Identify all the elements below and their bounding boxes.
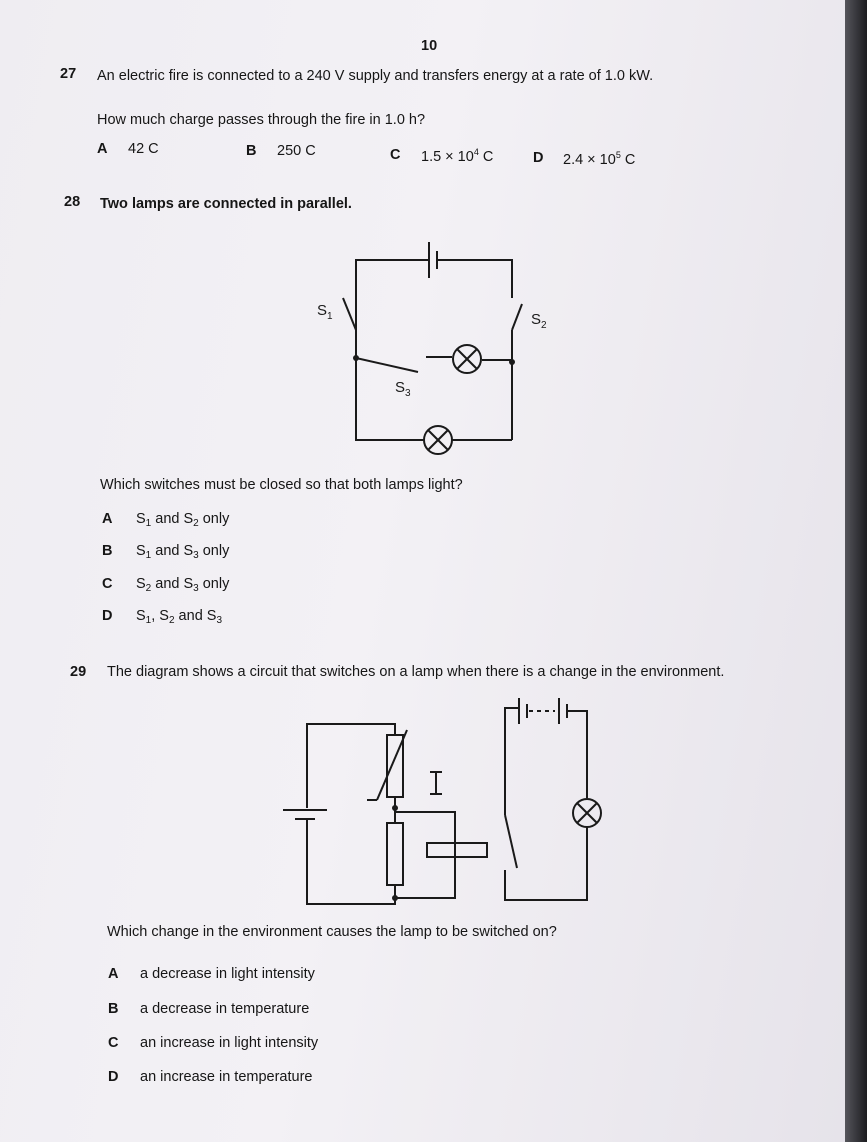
q27-option-d-text[interactable]: $2.4 \times 10^5$ C [563,150,636,168]
q29-number: 29 [70,664,87,680]
q27-option-b-letter[interactable]: B [246,143,257,159]
s1-label: $S_1$ [317,302,333,322]
q29-question: Which change in the environment causes the lamp to be switched on? [107,924,557,940]
q29-option-d-letter[interactable]: D [108,1069,119,1085]
screen-edge [845,0,867,1142]
parallel-circuit-diagram [300,230,560,455]
q27-number: 27 [60,66,77,82]
q28-option-a-text[interactable]: $S_1$ and $S_2$ only [136,511,230,529]
q27-option-a-text[interactable]: 42 C [128,141,159,157]
q28-option-b-text[interactable]: $S_1$ and $S_3$ only [136,543,230,561]
q28-option-d-text[interactable]: $S_1$, $S_2$ and $S_3$ [136,608,223,626]
s3-label: $S_3$ [395,379,411,399]
q29-option-c-text[interactable]: an increase in light intensity [140,1035,319,1051]
q27-text: An electric fire is connected to a 240 V supply and transfers energy at a rate of 1.0 kW. [97,68,654,84]
q28-option-a-letter[interactable]: A [102,511,113,527]
q29-option-a-text[interactable]: a decrease in light intensity [140,966,315,982]
q29-option-a-letter[interactable]: A [108,966,119,982]
q29-option-d-text[interactable]: an increase in temperature [140,1069,313,1085]
q28-question: Which switches must be closed so that both lamps light? [100,477,463,493]
s2-label: $S_2$ [531,311,547,331]
q29-option-b-text[interactable]: a decrease in temperature [140,1001,310,1017]
page-number: 10 [421,38,438,54]
q27-option-c-text[interactable]: $1.5 \times 10^4$ C [421,147,494,165]
q28-option-b-letter[interactable]: B [102,543,113,559]
q27-option-c-letter[interactable]: C [390,147,401,163]
q27-option-b-text[interactable]: 250 C [277,143,316,159]
q28-option-c-letter[interactable]: C [102,576,113,592]
relay-circuit-diagram [275,690,615,915]
q29-text: The diagram shows a circuit that switches on a lamp when there is a change in the environment. [107,664,725,680]
q29-option-c-letter[interactable]: C [108,1035,119,1051]
q28-option-d-letter[interactable]: D [102,608,113,624]
q28-option-c-text[interactable]: $S_2$ and $S_3$ only [136,576,230,594]
q27-option-a-letter[interactable]: A [97,141,108,157]
q27-option-d-letter[interactable]: D [533,150,544,166]
q28-number: 28 [64,194,81,210]
q27-question: How much charge passes through the fire in 1.0 h? [97,112,426,128]
q29-option-b-letter[interactable]: B [108,1001,119,1017]
q28-text: Two lamps are connected in parallel. [100,196,352,212]
